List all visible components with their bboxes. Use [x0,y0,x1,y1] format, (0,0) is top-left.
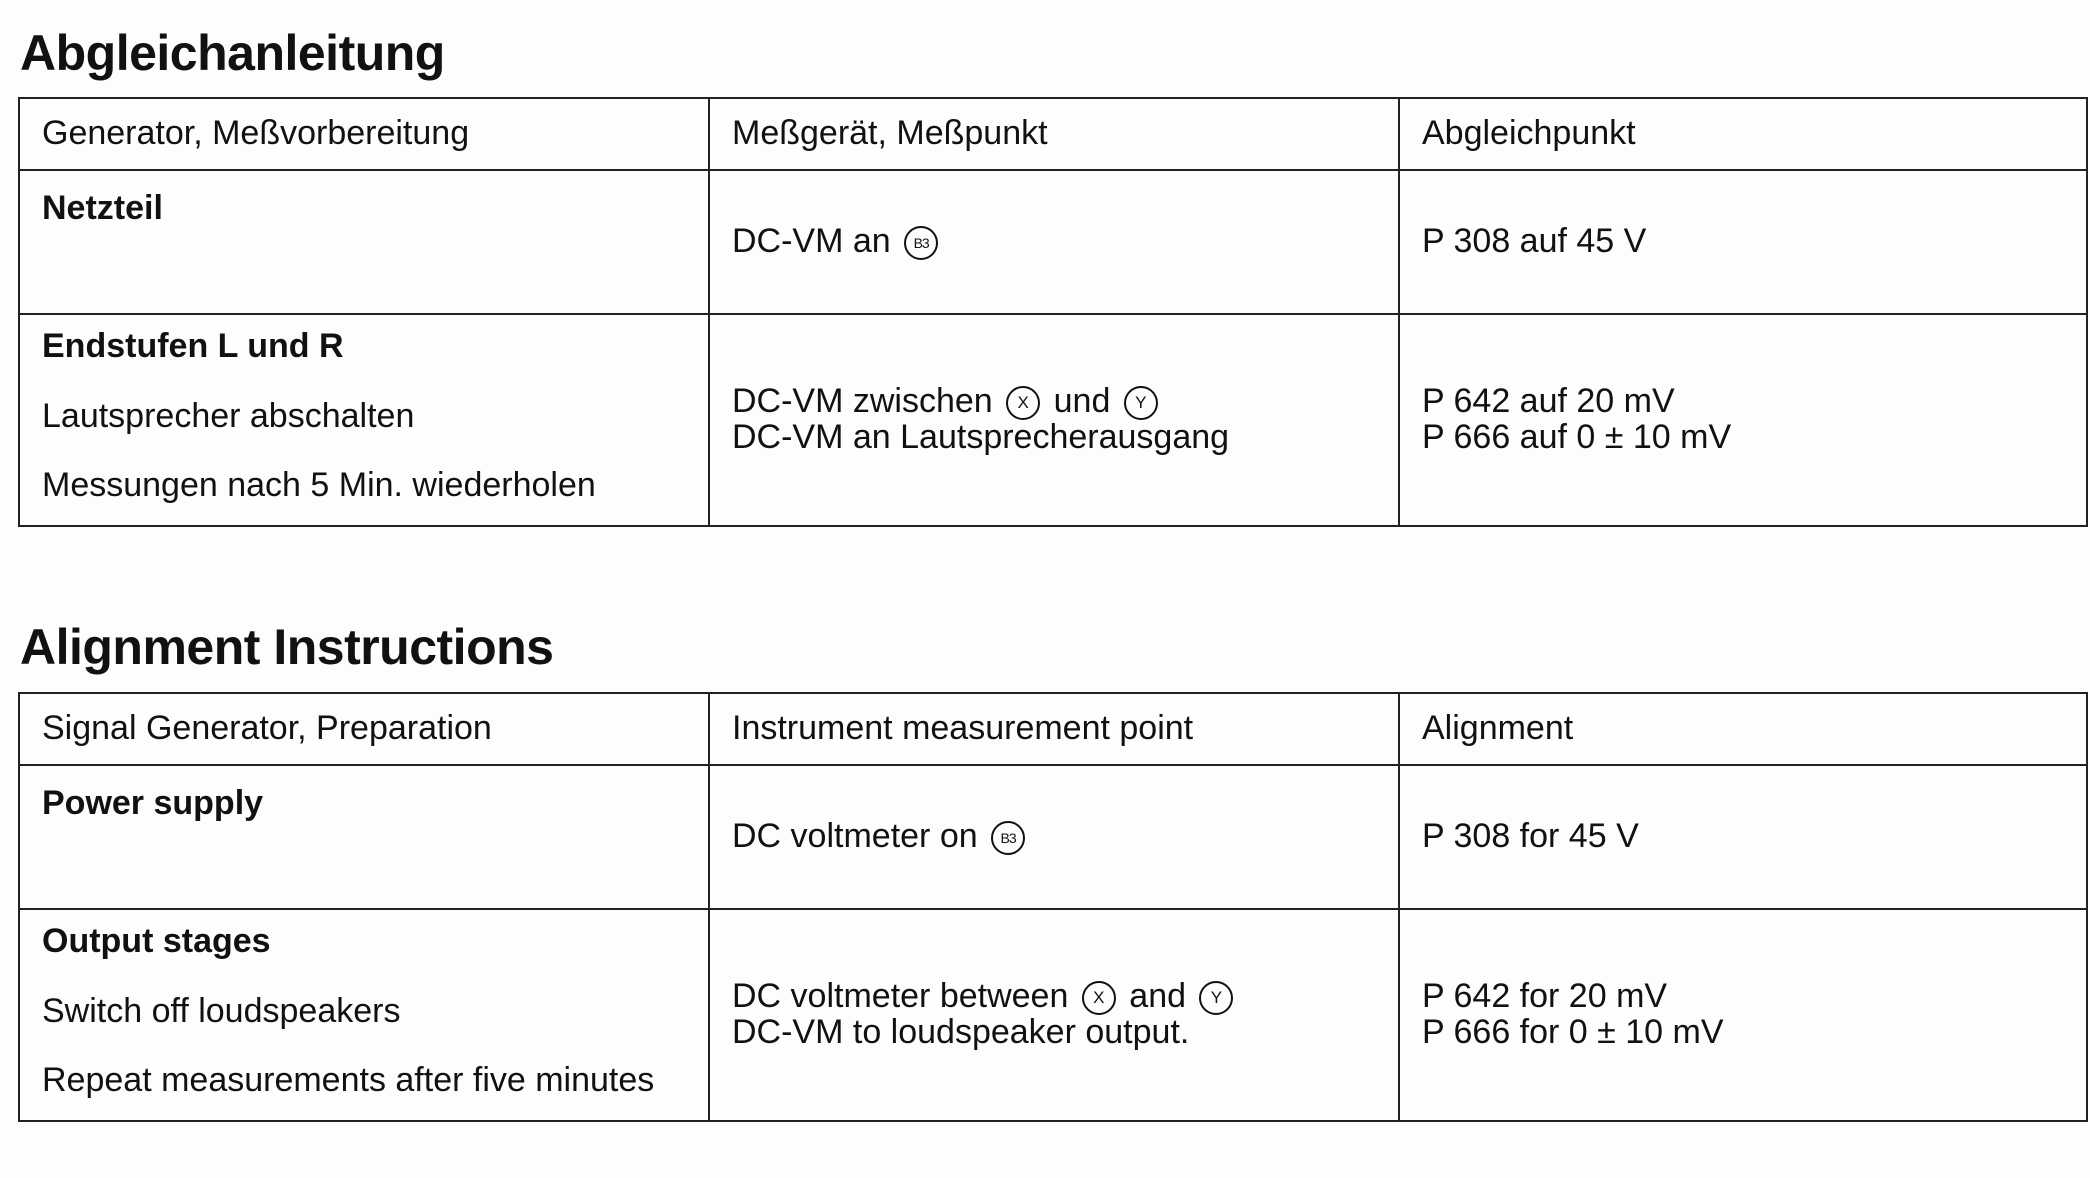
alignment-text: P 308 auf 45 V [1422,222,1647,261]
table-row-output [19,909,2087,1121]
step-text: Lautsprecher abschalten [42,396,415,435]
alignment-text: P 666 auf 0 ± 10 mV [1422,418,1732,456]
section-label: Endstufen L und R [42,327,344,365]
section-label: Netzteil [42,189,163,227]
cell-instrument [709,314,1399,526]
instrument-text: DC voltmeter between [732,977,1069,1016]
cell-alignment [1399,314,2087,526]
table-row-power [19,170,2087,314]
connector-text: and [1129,977,1187,1016]
cell-preparation [19,170,709,314]
section-label: Power supply [42,784,264,822]
cell-preparation [19,765,709,909]
section-title-english: Alignment Instructions [20,619,554,675]
section-label: Output stages [42,922,271,960]
table-header-row [19,693,2087,765]
cell-instrument [709,170,1399,314]
alignment-text: P 642 for 20 mV [1422,977,1668,1016]
table-row-output [19,314,2087,526]
cell-alignment [1399,170,2087,314]
alignment-table-german [18,97,2088,527]
test-point-b3-icon: B3 [904,226,938,260]
table-row-power [19,765,2087,909]
cell-alignment [1399,765,2087,909]
instrument-text: DC-VM an [732,221,891,260]
alignment-table-english [18,692,2088,1122]
section-title-german: Abgleichanleitung [20,25,445,81]
table-header-row [19,98,2087,170]
test-point-x-icon: X [1082,981,1116,1015]
connector-text: und [1053,382,1111,421]
step-text: Switch off loudspeakers [42,991,401,1030]
test-point-y-icon: Y [1199,981,1233,1015]
test-point-x-icon: X [1006,386,1040,420]
cell-instrument [709,765,1399,909]
alignment-text: P 642 auf 20 mV [1422,382,1675,421]
alignment-text: P 666 for 0 ± 10 mV [1422,1013,1724,1051]
cell-alignment [1399,909,2087,1121]
column-header-alignment: Abgleichpunkt [1399,98,2087,170]
cell-preparation [19,909,709,1121]
step-text: Repeat measurements after five minutes [42,1061,655,1100]
column-header-generator: Signal Generator, Preparation [19,693,709,765]
alignment-text: P 308 for 45 V [1422,817,1639,856]
column-header-generator: Generator, Meßvorbereitung [19,98,709,170]
step-text: Messungen nach 5 Min. wiederholen [42,466,596,505]
instrument-text: DC-VM to loudspeaker output. [732,1013,1190,1052]
column-header-instrument: Instrument measurement point [709,693,1399,765]
column-header-instrument: Meßgerät, Meßpunkt [709,98,1399,170]
column-header-alignment: Alignment [1399,693,2087,765]
instrument-text: DC voltmeter on [732,816,978,855]
cell-instrument [709,909,1399,1121]
cell-preparation [19,314,709,526]
test-point-y-icon: Y [1124,386,1158,420]
instrument-text: DC-VM an Lautsprecherausgang [732,418,1230,457]
instrument-text: DC-VM zwischen [732,382,993,421]
test-point-b3-icon: B3 [991,821,1025,855]
